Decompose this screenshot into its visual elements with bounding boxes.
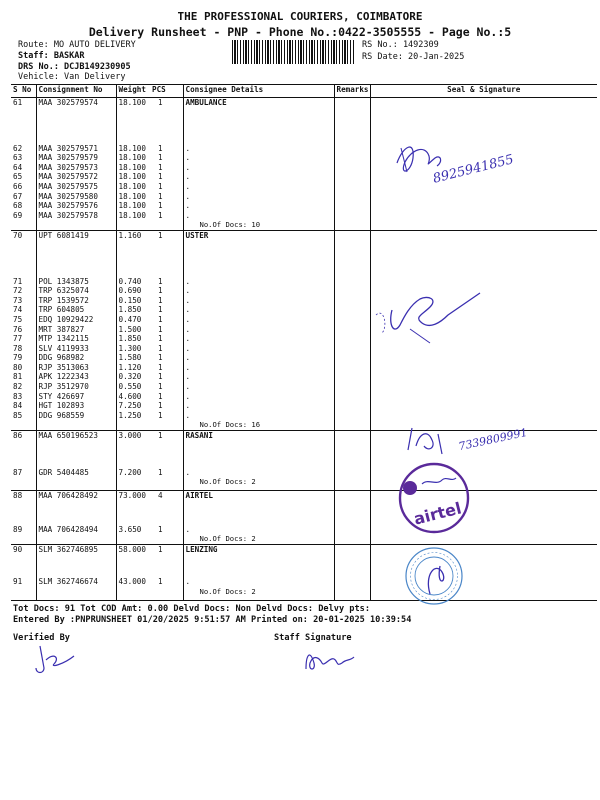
weight-cell — [116, 431, 150, 491]
consignment-no: MAA 706428494 — [38, 524, 98, 534]
sno: 62 — [13, 143, 23, 153]
consignee-detail: . — [185, 162, 191, 172]
sno: 79 — [13, 353, 23, 363]
pcs: 1 — [158, 295, 163, 305]
rs-number: RS No.: 1492309 — [362, 40, 439, 50]
sno: 78 — [13, 343, 23, 353]
sno: 75 — [13, 314, 23, 324]
consignee-detail: . — [185, 362, 191, 372]
weight: 0.320 — [118, 372, 142, 382]
sno: 81 — [13, 372, 23, 382]
consignee-detail: . — [185, 343, 191, 353]
weight: 1.160 — [118, 230, 142, 240]
consignment-no: DDG 968559 — [38, 410, 85, 420]
company-title: THE PROFESSIONAL COURIERS, COIMBATORE — [177, 10, 423, 23]
consignee-detail: . — [185, 467, 191, 477]
pcs: 1 — [158, 401, 163, 411]
consignee-detail: . — [185, 524, 191, 534]
consignment-no: RJP 3513063 — [38, 362, 89, 372]
weight: 1.580 — [118, 353, 142, 363]
pcs-cell — [150, 98, 183, 231]
pcs: 1 — [158, 230, 163, 240]
no-of-docs: No.Of Docs: 2 — [199, 587, 256, 596]
weight: 1.850 — [118, 334, 142, 344]
consignee-detail: . — [185, 577, 191, 587]
sno: 87 — [13, 467, 23, 477]
pcs: 1 — [158, 382, 163, 392]
sno: 90 — [13, 544, 23, 554]
consignee-cell — [183, 491, 334, 545]
consignee-detail: . — [185, 305, 191, 315]
weight: 1.250 — [118, 410, 142, 420]
pcs: 1 — [158, 153, 163, 163]
pcs: 1 — [158, 201, 163, 211]
consignment-no: STY 426697 — [38, 391, 85, 401]
drs-number: DRS No.: DCJB149230905 — [18, 62, 131, 72]
consignee-detail: . — [185, 172, 191, 182]
weight: 1.120 — [118, 362, 142, 372]
consignee-detail: . — [185, 391, 191, 401]
pcs-cell — [150, 431, 183, 491]
sno: 70 — [13, 230, 23, 240]
table-bottom-rule — [11, 600, 597, 602]
consignment-cell — [36, 431, 116, 491]
sno: 83 — [13, 391, 23, 401]
consignment-no: MTP 1342115 — [38, 334, 89, 344]
consignee-detail: . — [185, 401, 191, 411]
remarks-cell — [334, 98, 370, 231]
pcs: 4 — [158, 491, 163, 501]
col-weight: Weight — [116, 85, 150, 98]
consignment-no: GDR 5404485 — [38, 467, 89, 477]
consignee-cell — [183, 230, 334, 430]
pcs: 1 — [158, 314, 163, 324]
pcs: 1 — [158, 372, 163, 382]
consignment-no: RJP 3512970 — [38, 382, 89, 392]
remarks-cell — [334, 491, 370, 545]
consignment-no: MAA 302579572 — [38, 172, 98, 182]
consignment-no: UPT 6081419 — [38, 230, 89, 240]
pcs: 1 — [158, 577, 163, 587]
remarks-cell — [334, 230, 370, 430]
consignee-detail: . — [185, 372, 191, 382]
col-consignment: Consignment No — [36, 85, 116, 98]
group-row — [11, 544, 597, 600]
consignment-cell — [36, 98, 116, 231]
consignment-no: SLV 4119933 — [38, 343, 89, 353]
sno-cell — [11, 431, 36, 491]
consignment-no: MAA 302579579 — [38, 153, 98, 163]
consignee-detail: . — [185, 324, 191, 334]
consignee-name: USTER — [185, 230, 209, 240]
pcs: 1 — [158, 162, 163, 172]
no-of-docs: No.Of Docs: 10 — [199, 220, 261, 230]
sno: 85 — [13, 410, 23, 420]
weight: 18.100 — [118, 153, 146, 163]
sno-cell — [11, 98, 36, 231]
consignment-no: MAA 650196523 — [38, 431, 98, 441]
sno: 63 — [13, 153, 23, 163]
weight: 0.470 — [118, 314, 142, 324]
sno: 71 — [13, 276, 23, 286]
weight: 58.000 — [118, 544, 146, 554]
consignee-detail: . — [185, 286, 191, 296]
consignment-no: DDG 968982 — [38, 353, 85, 363]
weight-cell — [116, 491, 150, 545]
consignee-name: RASANI — [185, 431, 213, 441]
weight: 18.100 — [118, 181, 146, 191]
sno: 89 — [13, 524, 23, 534]
weight: 7.250 — [118, 401, 142, 411]
weight: 18.100 — [118, 191, 146, 201]
weight: 1.300 — [118, 343, 142, 353]
remarks-cell — [334, 431, 370, 491]
weight: 1.850 — [118, 305, 142, 315]
route: Route: MO AUTO DELIVERY — [18, 40, 136, 50]
consignment-cell — [36, 491, 116, 545]
pcs: 1 — [158, 362, 163, 372]
vehicle: Vehicle: Van Delivery — [18, 72, 126, 82]
runsheet-title: Delivery Runsheet - PNP - Phone No.:0422-3505555 - Page No.:5 — [88, 25, 512, 39]
consignee-cell — [183, 431, 334, 491]
group-row — [11, 491, 597, 545]
signature-rasani — [398, 420, 458, 460]
consignment-no: EDQ 10929422 — [38, 314, 94, 324]
weight: 18.100 — [118, 143, 146, 153]
sno: 68 — [13, 201, 23, 211]
weight: 3.000 — [118, 431, 142, 441]
remarks-cell — [334, 544, 370, 600]
lenzing-seal — [402, 544, 466, 608]
consignment-no: TRP 604805 — [38, 305, 85, 315]
no-of-docs: No.Of Docs: 16 — [199, 420, 261, 430]
consignee-detail: . — [185, 295, 191, 305]
consignee-detail: . — [185, 334, 191, 344]
sno: 91 — [13, 577, 23, 587]
col-seal: Seal & Signature — [370, 85, 597, 98]
weight: 0.150 — [118, 295, 142, 305]
pcs: 1 — [158, 524, 163, 534]
consignment-no: MAA 706428492 — [38, 491, 98, 501]
consignee-name: AIRTEL — [185, 491, 213, 501]
sno: 61 — [13, 98, 23, 107]
weight: 0.690 — [118, 286, 142, 296]
consignment-no: POL 1343875 — [38, 276, 89, 286]
pcs: 1 — [158, 191, 163, 201]
verified-by-signature — [30, 640, 90, 676]
airtel-stamp-text: airtel — [411, 498, 464, 529]
pcs: 1 — [158, 544, 163, 554]
staff: Staff: BASKAR — [18, 51, 85, 61]
table-header — [11, 85, 597, 98]
weight: 7.200 — [118, 467, 142, 477]
consignment-no: SLM 362746895 — [38, 544, 98, 554]
consignment-no: MAA 302579574 — [38, 98, 98, 107]
col-remarks: Remarks — [334, 85, 370, 98]
weight: 0.740 — [118, 276, 142, 286]
signature-uster — [370, 285, 500, 355]
consignee-detail: . — [185, 410, 191, 420]
sno: 88 — [13, 491, 23, 501]
handwritten-phone-1: 8925941855 — [431, 152, 516, 187]
consignment-no: MAA 302579575 — [38, 181, 98, 191]
pcs: 1 — [158, 286, 163, 296]
sno: 82 — [13, 382, 23, 392]
pcs: 1 — [158, 276, 163, 286]
consignment-no: MAA 302579576 — [38, 201, 98, 211]
pcs: 1 — [158, 181, 163, 191]
consignee-detail: . — [185, 143, 191, 153]
sno: 86 — [13, 431, 23, 441]
pcs: 1 — [158, 431, 163, 441]
consignee-detail: . — [185, 353, 191, 363]
consignment-no: MAA 302579571 — [38, 143, 98, 153]
verified-by-label: Verified By — [13, 633, 70, 643]
consignment-cell — [36, 544, 116, 600]
weight: 18.100 — [118, 162, 146, 172]
pcs-cell — [150, 544, 183, 600]
consignment-no: MAA 302579578 — [38, 210, 98, 220]
staff-signature-label: Staff Signature — [274, 633, 352, 643]
consignee-detail: . — [185, 191, 191, 201]
sno: 74 — [13, 305, 23, 315]
consignee-cell — [183, 544, 334, 600]
sno: 66 — [13, 181, 23, 191]
sno: 76 — [13, 324, 23, 334]
sno: 73 — [13, 295, 23, 305]
airtel-stamp — [384, 458, 484, 538]
weight: 73.000 — [118, 491, 146, 501]
weight: 18.100 — [118, 210, 146, 220]
consignee-detail: . — [185, 314, 191, 324]
weight: 3.650 — [118, 524, 142, 534]
pcs: 1 — [158, 391, 163, 401]
pcs-cell — [150, 491, 183, 545]
consignment-no: SLM 362746674 — [38, 577, 98, 587]
weight: 0.550 — [118, 382, 142, 392]
consignment-no: MAA 302579580 — [38, 191, 98, 201]
pcs: 1 — [158, 324, 163, 334]
consignment-no: MRT 387827 — [38, 324, 85, 334]
weight: 18.100 — [118, 172, 146, 182]
weight-cell — [116, 544, 150, 600]
weight: 4.600 — [118, 391, 142, 401]
sno: 69 — [13, 210, 23, 220]
sno: 65 — [13, 172, 23, 182]
weight: 43.000 — [118, 577, 146, 587]
sno: 80 — [13, 362, 23, 372]
pcs: 1 — [158, 143, 163, 153]
pcs: 1 — [158, 343, 163, 353]
weight-cell — [116, 230, 150, 430]
staff-signature — [300, 645, 360, 675]
consignment-no: HGT 102893 — [38, 401, 85, 411]
pcs: 1 — [158, 210, 163, 220]
pcs: 1 — [158, 353, 163, 363]
consignment-no: APK 1222343 — [38, 372, 89, 382]
sno: 64 — [13, 162, 23, 172]
pcs: 1 — [158, 410, 163, 420]
consignment-no: TRP 6325074 — [38, 286, 89, 296]
pcs: 1 — [158, 98, 163, 107]
sno: 84 — [13, 401, 23, 411]
consignee-name: LENZING — [185, 544, 218, 554]
consignment-no: MAA 302579573 — [38, 162, 98, 172]
pcs-cell — [150, 230, 183, 430]
col-pcs: PCS — [150, 85, 183, 98]
col-sno: S No — [11, 85, 36, 98]
weight: 18.100 — [118, 98, 146, 107]
no-of-docs: No.Of Docs: 2 — [199, 477, 256, 487]
pcs: 1 — [158, 172, 163, 182]
pcs: 1 — [158, 334, 163, 344]
weight-cell — [116, 98, 150, 231]
weight: 1.500 — [118, 324, 142, 334]
consignee-detail: . — [185, 201, 191, 211]
consignee-detail: . — [185, 181, 191, 191]
weight: 18.100 — [118, 201, 146, 211]
group-row — [11, 230, 597, 430]
sno: 72 — [13, 286, 23, 296]
sno: 67 — [13, 191, 23, 201]
sno: 77 — [13, 334, 23, 344]
consignee-detail: . — [185, 276, 191, 286]
consignment-cell — [36, 230, 116, 430]
col-consignee: Consignee Details — [183, 85, 334, 98]
sno-cell — [11, 544, 36, 600]
entered-by-line: Entered By :PNPRUNSHEET 01/20/2025 9:51:57 AM Printed on: 20-01-2025 10:39:54 — [13, 615, 412, 625]
sno-cell — [11, 230, 36, 430]
consignee-detail: . — [185, 382, 191, 392]
pcs: 1 — [158, 467, 163, 477]
pcs: 1 — [158, 305, 163, 315]
handwritten-phone-2: 7339809991 — [457, 425, 529, 454]
sno-cell — [11, 491, 36, 545]
barcode — [232, 40, 354, 64]
rs-date: RS Date: 20-Jan-2025 — [362, 52, 465, 62]
consignee-cell — [183, 98, 334, 231]
consignee-name: AMBULANCE — [185, 98, 227, 107]
consignee-detail: . — [185, 153, 191, 163]
no-of-docs: No.Of Docs: 2 — [199, 534, 256, 544]
consignee-detail: . — [185, 210, 191, 220]
consignment-no: TRP 1539572 — [38, 295, 89, 305]
totals-line: Tot Docs: 91 Tot COD Amt: 0.00 Delvd Docs: Non Delvd Docs: Delvy pts: — [13, 604, 370, 614]
